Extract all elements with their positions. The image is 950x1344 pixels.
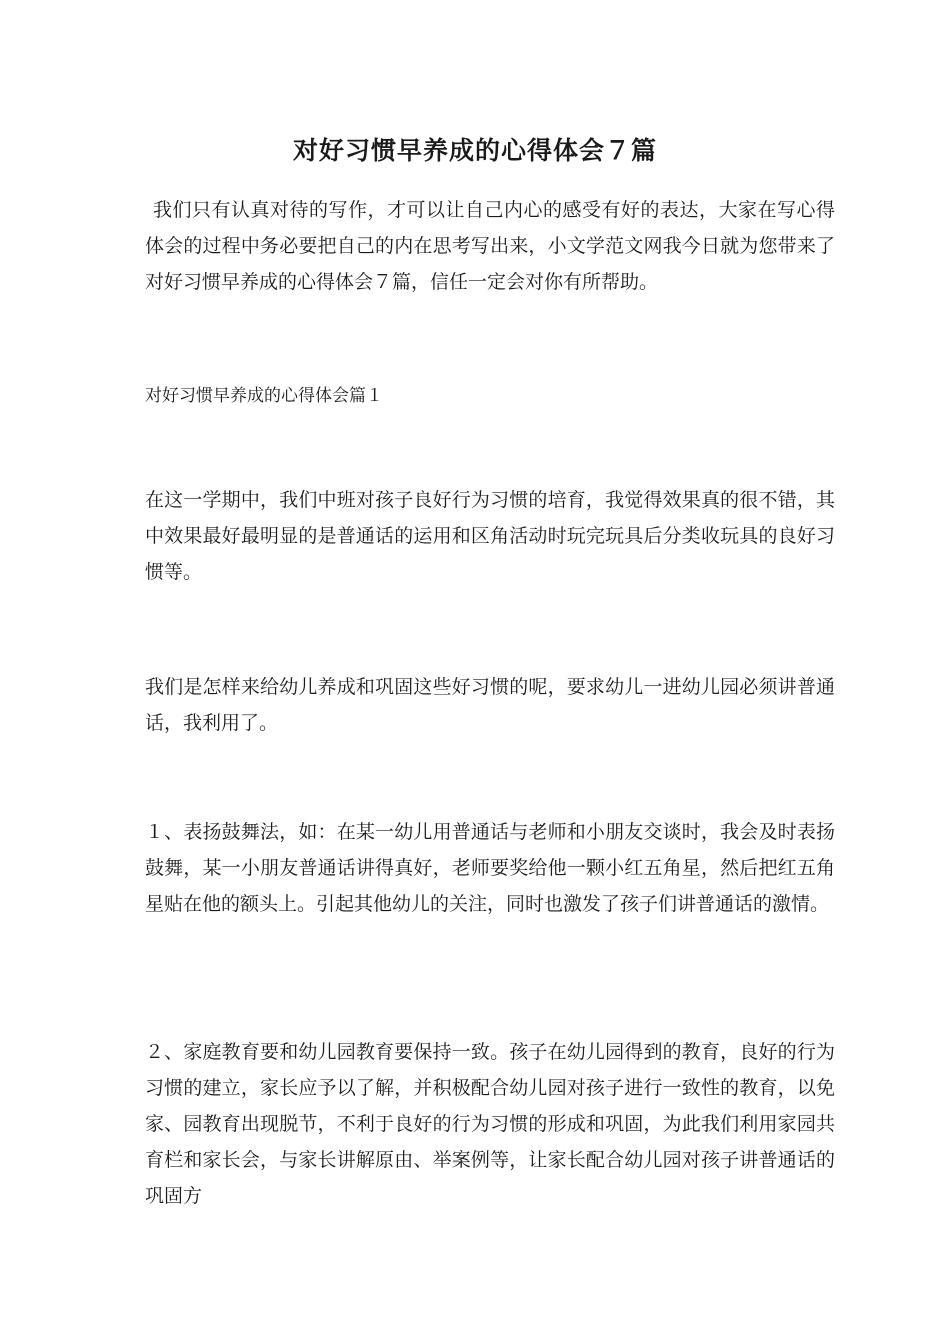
body-paragraph-1: 在这一学期中，我们中班对孩子良好行为习惯的培育，我觉得效果真的很不错，其中效果最好最明显的是普通话的运用和区角活动时玩完玩具后分类收玩具的良好习惯等。 bbox=[145, 489, 835, 583]
section-heading: 对好习惯早养成的心得体会篇１ bbox=[145, 386, 383, 406]
document-title: 对好习惯早养成的心得体会７篇 bbox=[292, 136, 657, 165]
body-paragraph-3: １、表扬鼓舞法，如：在某一幼儿用普通话与老师和小朋友交谈时，我会及时表扬鼓舞，某一小朋友普通话讲得真好，老师要奖给他一颗小红五角星，然后把红五角星贴在他的额头上。引起其他幼儿的关注，同时也激发了孩子们讲普通话的激情。 bbox=[145, 821, 835, 915]
body-paragraph-2: 我们是怎样来给幼儿养成和巩固这些好习惯的呢，要求幼儿一进幼儿园必须讲普通话，我利用了。 bbox=[145, 676, 835, 734]
intro-paragraph: 我们只有认真对待的写作，才可以让自己内心的感受有好的表达，大家在写心得体会的过程中务必要把自己的内在思考写出来，小文学范文网我今日就为您带来了对好习惯早养成的心得体会７篇，信任一定会对你有所帮助。 bbox=[145, 199, 835, 293]
body-paragraph-4: ２、家庭教育要和幼儿园教育要保持一致。孩子在幼儿园得到的教育，良好的行为习惯的建立，家长应予以了解，并积极配合幼儿园对孩子进行一致性的教育，以免家、园教育出现脱节，不利于良好的行为习惯的形成和巩固，为此我们利用家园共育栏和家长会，与家长讲解原由、举案例等，让家长配合幼儿园对孩子讲普通话的巩固方 bbox=[145, 1041, 835, 1207]
